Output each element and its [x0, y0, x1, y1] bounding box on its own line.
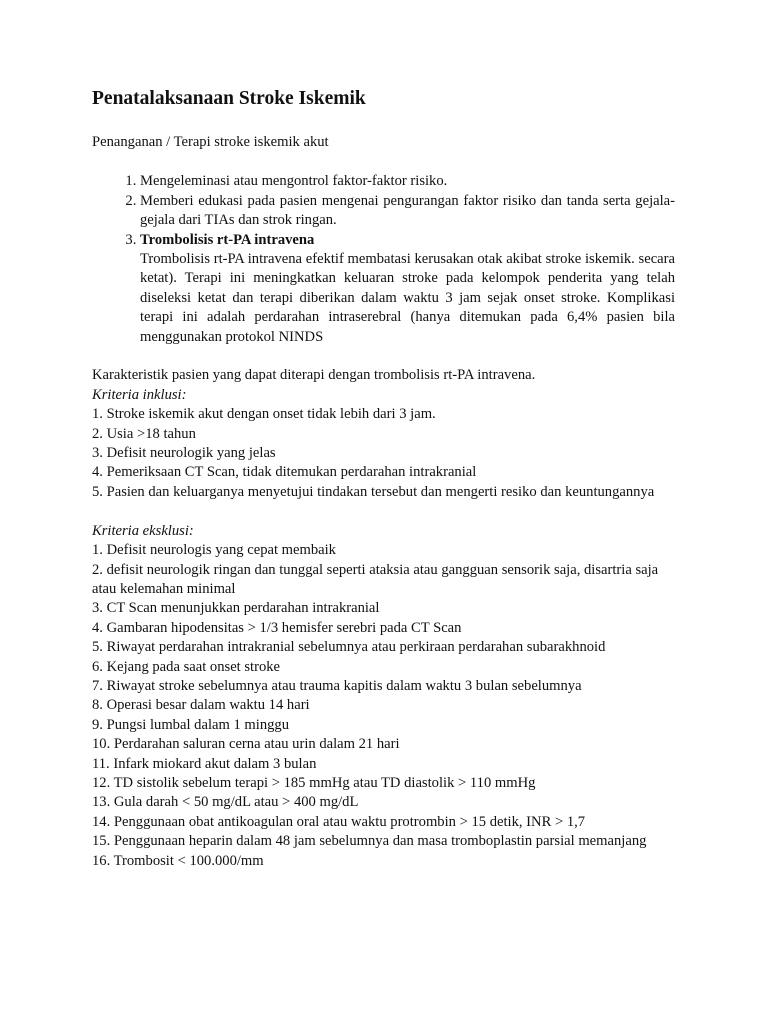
document-title: Penatalaksanaan Stroke Iskemik — [92, 88, 366, 109]
list-item: 3. Defisit neurologik yang jelas — [92, 445, 276, 462]
exclusion-list — [92, 541, 675, 871]
list-item: 4. Gambaran hipodensitas > 1/3 hemisfer serebri pada CT Scan — [92, 619, 462, 636]
list-item: 16. Trombosit < 100.000/mm — [92, 852, 264, 869]
list-item: 8. Operasi besar dalam waktu 14 hari — [92, 697, 310, 714]
list-item-heading: 3. Trombolisis rt-PA intravena — [140, 231, 315, 248]
list-item-text: Trombolisis rt-PA intravena efektif membatasi kerusakan otak akibat stroke iskemik. secara ketat). Terapi ini meningkatkan keluaran stroke pada kelompok penderita yang telah diseleksi ketat dan terapi diberikan dalam waktu 3 jam sejak onset stroke. Komplikasi terapi ini adalah perdarahan intraserebral (hanya ditemukan pada 6,4% pasien bila menggunakan protokol NINDS — [140, 251, 675, 345]
exclusion-heading: Kriteria eksklusi: — [92, 522, 194, 539]
list-item: 10. Perdarahan saluran cerna atau urin dalam 21 hari — [92, 736, 400, 753]
list-item: 12. TD sistolik sebelum terapi > 185 mmHg atau TD diastolik > 110 mmHg — [92, 774, 536, 791]
list-item-text: Memberi edukasi pada pasien mengenai pengurangan faktor risiko dan tanda serta gejala-gejala dari TIAs dan strok ringan. — [140, 192, 675, 229]
list-item: 4. Pemeriksaan CT Scan, tidak ditemukan perdarahan intrakranial — [92, 464, 477, 481]
list-item — [140, 231, 675, 347]
list-item: 7. Riwayat stroke sebelumnya atau trauma kapitis dalam waktu 3 bulan sebelumnya — [92, 677, 582, 694]
inclusion-heading: Kriteria inklusi: — [92, 386, 187, 403]
characteristics-intro: Karakteristik pasien yang dapat diterapi dengan trombolisis rt-PA intravena. — [92, 367, 536, 384]
document-page — [92, 86, 675, 871]
list-item: 9. Pungsi lumbal dalam 1 minggu — [92, 716, 290, 733]
list-item: 11. Infark miokard akut dalam 3 bulan — [92, 755, 317, 772]
list-item — [140, 192, 675, 231]
list-item: 13. Gula darah < 50 mg/dL atau > 400 mg/dL — [92, 794, 359, 811]
section-subtitle: Penanganan / Terapi stroke iskemik akut — [92, 134, 329, 150]
list-item — [140, 172, 675, 191]
list-item: 3. CT Scan menunjukkan perdarahan intrakranial — [92, 600, 380, 617]
list-item: 2. defisit neurologik ringan dan tunggal seperti ataksia atau gangguan sensorik saja, disartria saja atau kelemahan minimal — [92, 561, 659, 597]
list-item-text: Mengeleminasi atau mengontrol faktor-faktor risiko. — [140, 173, 448, 190]
therapy-list — [92, 172, 675, 347]
list-item: 14. Penggunaan obat antikoagulan oral atau waktu protrombin > 15 detik, INR > 1,7 — [92, 813, 586, 830]
list-item: 1. Stroke iskemik akut dengan onset tidak lebih dari 3 jam. — [92, 406, 436, 423]
list-item: 1. Defisit neurologis yang cepat membaik — [92, 542, 336, 559]
list-item: 2. Usia >18 tahun — [92, 425, 196, 442]
list-item: 6. Kejang pada saat onset stroke — [92, 658, 281, 675]
list-item: 15. Penggunaan heparin dalam 48 jam sebelumnya dan masa tromboplastin parsial memanjang — [92, 833, 647, 850]
inclusion-list — [92, 405, 675, 502]
characteristics-section — [92, 366, 675, 502]
list-item: 5. Riwayat perdarahan intrakranial sebelumnya atau perkiraan perdarahan subarakhnoid — [92, 639, 606, 656]
list-item: 5. Pasien dan keluarganya menyetujui tindakan tersebut dan mengerti resiko dan keuntungannya — [92, 483, 655, 500]
exclusion-section — [92, 522, 675, 871]
